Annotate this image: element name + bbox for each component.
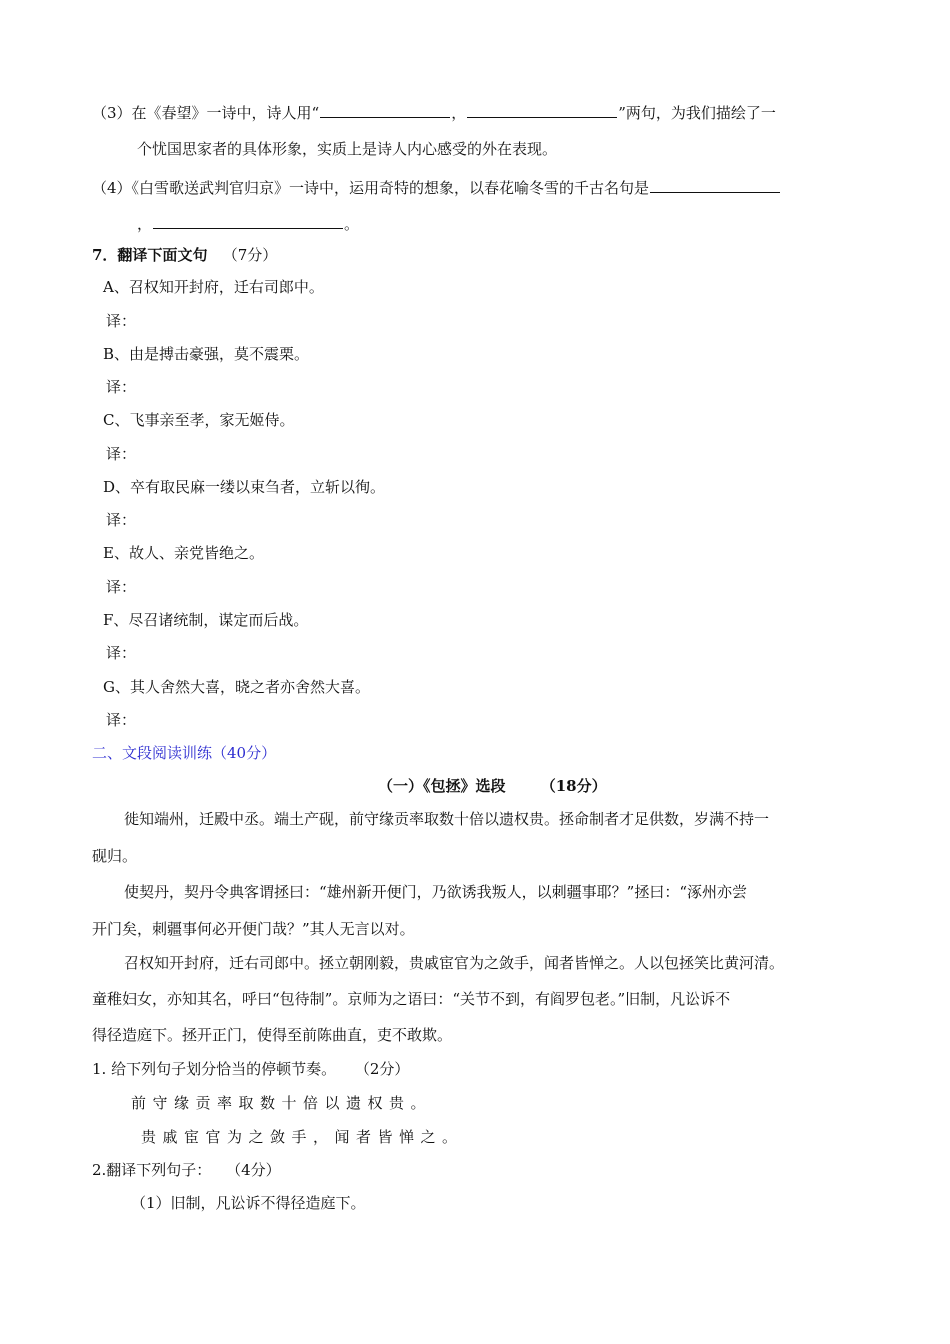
q7-translate-label-a: 译：	[106, 312, 137, 330]
passage-line-4: 开门矣，刺疆事何必开便门哉？”其人无言以对。	[92, 920, 415, 938]
q6-item3-text-a: （3）在《春望》一诗中，诗人用“	[92, 104, 320, 122]
passage-heading	[378, 776, 607, 796]
q7-score: （7分）	[222, 246, 278, 264]
q7-item-g: G、其人舍然大喜，晓之者亦舍然大喜。	[103, 678, 370, 696]
q7-item-a: A、召权知开封府，迁右司郎中。	[103, 278, 324, 296]
q7-translate-label-c: 译：	[106, 445, 137, 463]
sub-q2-sentence-1: （1）旧制，凡讼诉不得径造庭下。	[131, 1194, 366, 1212]
q6-item4-text-a: （4）《白雪歌送武判官归京》一诗中，运用奇特的想象，以春花喻冬雪的千古名句是	[92, 179, 650, 197]
q6-item3-blank-1	[320, 101, 450, 118]
sub-q1-sentence-1: 前守缘贡率取数十倍以遗权贵。	[131, 1094, 433, 1112]
q7-item-b: B、由是搏击豪强，莫不震栗。	[103, 345, 310, 363]
passage-line-2: 砚归。	[92, 847, 138, 865]
sub-q2-title: 2.翻译下列句子：	[92, 1161, 212, 1179]
passage-line-5: 召权知开封府，迁右司郎中。拯立朝刚毅，贵戚宦官为之敛手，闻者皆惮之。人以包拯笑比黄河清。	[124, 954, 785, 972]
passage-line-6: 童稚妇女，亦知其名，呼曰“包待制”。京师为之语曰：“关节不到，有阎罗包老。”旧制，凡讼诉不	[92, 990, 731, 1008]
sub-q1-heading	[92, 1059, 409, 1079]
sub-q1-score: （2分）	[354, 1060, 410, 1078]
q6-item3-line2: 个忧国思家者的具体形象，实质上是诗人内心感受的外在表现。	[137, 140, 558, 158]
q6-item4-line1	[92, 176, 781, 198]
q7-translate-label-b: 译：	[106, 378, 137, 396]
passage-line-1: 徙知端州，迁殿中丞。端土产砚，前守缘贡率取数十倍以遗权贵。拯命制者才足供数，岁满不持一	[124, 810, 770, 828]
sub-q2-heading	[92, 1160, 281, 1180]
q7-translate-label-f: 译：	[106, 644, 137, 662]
passage-title: （一）《包拯》选段	[378, 777, 506, 795]
q6-item3-sep: ，	[451, 104, 467, 122]
q7-title: 7．翻译下面文句	[92, 246, 208, 264]
q6-item4-sep: ，	[137, 215, 153, 233]
q7-item-d: D、卒有取民麻一缕以束刍者，立斩以徇。	[103, 478, 386, 496]
q7-item-c: C、飞事亲至孝，家无姬侍。	[103, 411, 295, 429]
q6-item4-line2	[137, 212, 359, 234]
section2-title: 二、文段阅读训练（40分）	[92, 744, 277, 762]
q6-item3-blank-2	[467, 101, 617, 118]
q7-item-f: F、尽召诸统制，谋定而后战。	[103, 611, 309, 629]
q7-translate-label-d: 译：	[106, 511, 137, 529]
q7-translate-label-e: 译：	[106, 578, 137, 596]
passage-line-7: 得径造庭下。拯开正门，使得至前陈曲直，吏不敢欺。	[92, 1026, 453, 1044]
q7-translate-label-g: 译：	[106, 711, 137, 729]
q6-item4-blank-2	[153, 212, 343, 229]
sub-q1-title: 1. 给下列句子划分恰当的停顿节奏。	[92, 1060, 337, 1078]
q6-item3-line1	[92, 101, 776, 123]
passage-line-3: 使契丹，契丹令典客谓拯曰：“雄州新开便门，乃欲诱我叛人，以刺疆事耶？”拯曰：“涿州亦尝	[124, 883, 748, 901]
q6-item4-end: 。	[344, 215, 360, 233]
passage-score: （18分）	[540, 777, 607, 795]
sub-q1-sentence-2: 贵戚宦官为之敛手，闻者皆惮之。	[141, 1128, 464, 1146]
q7-heading	[92, 245, 277, 265]
sub-q2-score: （4分）	[226, 1161, 281, 1179]
q6-item3-text-b: ”两句，为我们描绘了一	[618, 104, 776, 122]
q6-item4-blank-1	[650, 176, 780, 193]
q7-item-e: E、故人、亲党皆绝之。	[103, 544, 264, 562]
